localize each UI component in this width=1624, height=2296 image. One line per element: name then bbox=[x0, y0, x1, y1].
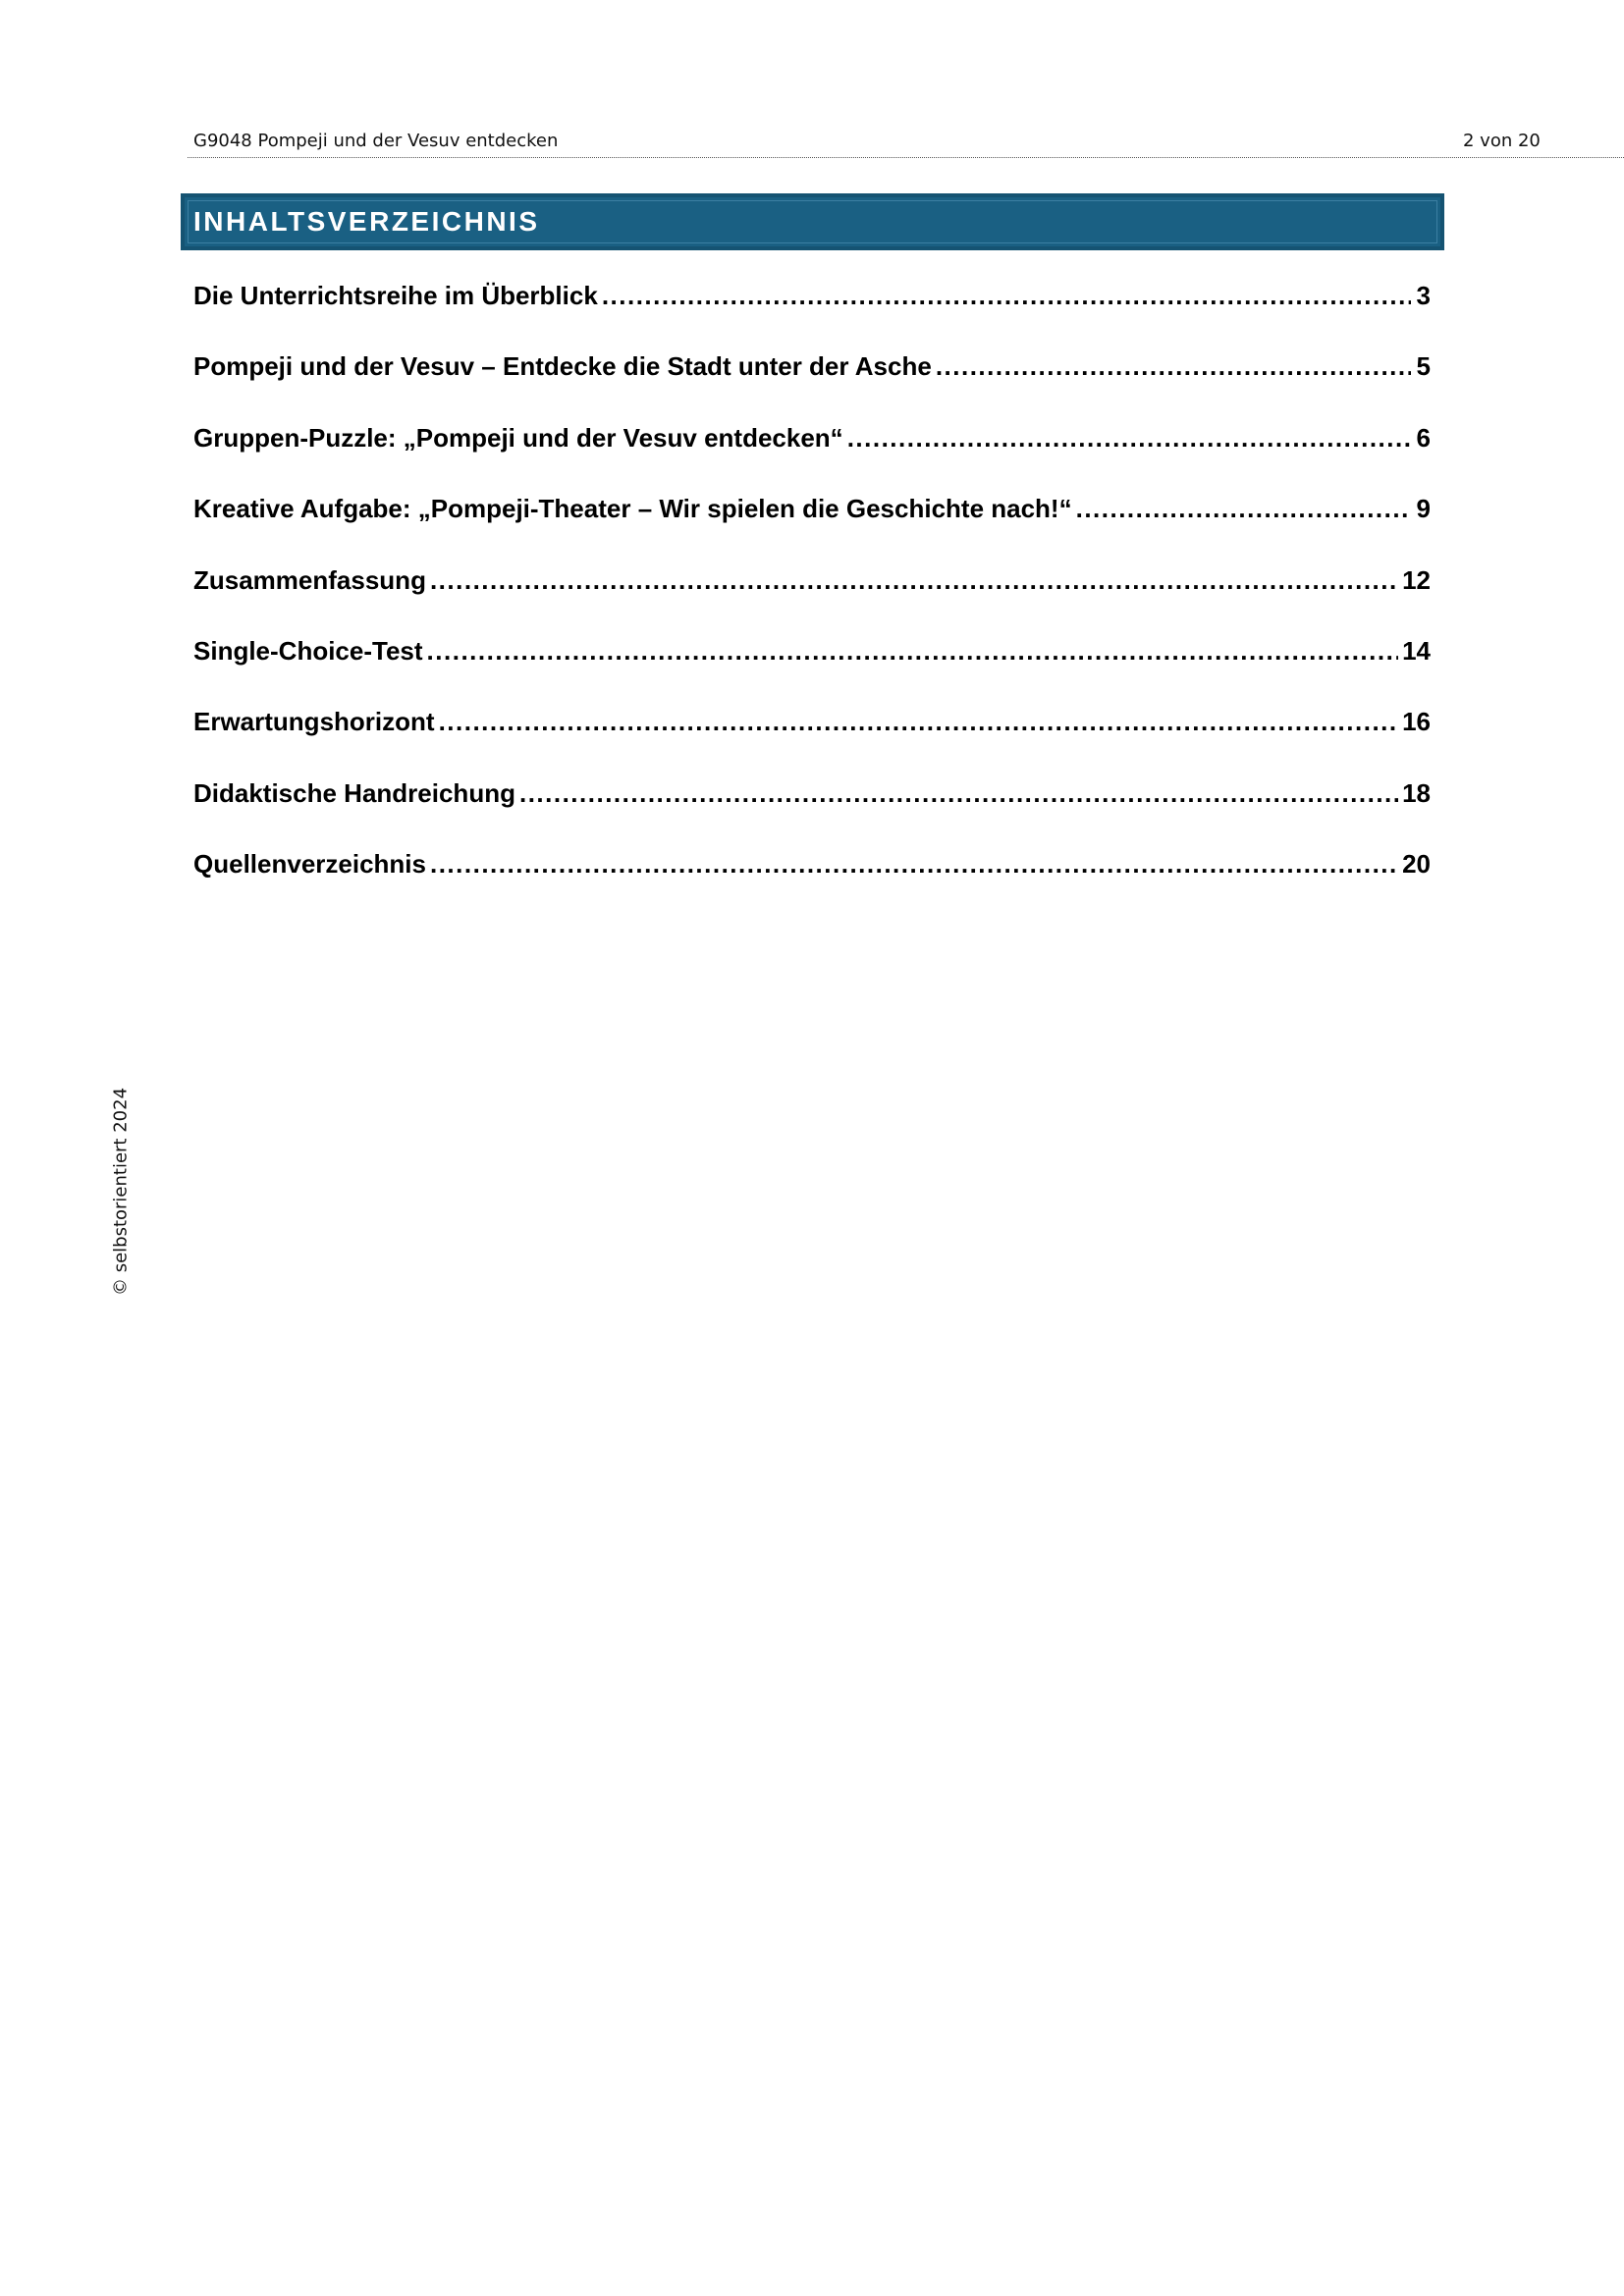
toc-entry-label: Die Unterrichtsreihe im Überblick bbox=[193, 281, 598, 310]
toc-entry-label: Didaktische Handreichung bbox=[193, 777, 515, 808]
toc-entry-quellenverzeichnis[interactable] bbox=[193, 849, 1431, 920]
toc-entry-label: Kreative Aufgabe: „Pompeji-Theater – Wir spielen die Geschichte nach!“ bbox=[193, 494, 1072, 524]
toc-entry-label: Erwartungshorizont bbox=[193, 707, 435, 737]
toc-dot-leader bbox=[519, 778, 1398, 809]
toc-entry-label: Pompeji und der Vesuv – Entdecke die Stadt unter der Asche bbox=[193, 351, 932, 382]
toc-banner bbox=[181, 193, 1444, 250]
toc-dot-leader bbox=[430, 565, 1398, 596]
toc-entry-label: Quellenverzeichnis bbox=[193, 849, 426, 880]
document-title: G9048 Pompeji und der Vesuv entdecken bbox=[193, 131, 559, 151]
toc-entry-unterrichtsreihe[interactable] bbox=[193, 281, 1431, 351]
toc-entry-single-choice-test[interactable] bbox=[193, 636, 1431, 707]
toc-entry-page: 16 bbox=[1402, 707, 1431, 737]
toc-entry-zusammenfassung[interactable] bbox=[193, 565, 1431, 636]
toc-entry-page: 18 bbox=[1402, 777, 1431, 808]
toc-entry-label: Single-Choice-Test bbox=[193, 635, 423, 666]
toc-dot-leader bbox=[1076, 494, 1411, 524]
toc-dot-leader bbox=[936, 351, 1411, 382]
toc-heading: INHALTSVERZEICHNIS bbox=[193, 206, 540, 237]
toc-entry-label: Zusammenfassung bbox=[193, 564, 426, 595]
toc-entry-page: 6 bbox=[1416, 422, 1431, 453]
toc-entry-gruppen-puzzle[interactable] bbox=[193, 423, 1431, 494]
toc-entry-page: 3 bbox=[1416, 281, 1431, 310]
toc-dot-leader bbox=[439, 707, 1399, 737]
toc-entry-page: 12 bbox=[1402, 564, 1431, 595]
copyright-notice: © selbstorientiert 2024 bbox=[110, 1087, 132, 1297]
toc-dot-leader bbox=[602, 281, 1411, 311]
page-indicator: 2 von 20 bbox=[1463, 131, 1541, 151]
toc-dot-leader bbox=[430, 849, 1398, 880]
toc-entry-page: 20 bbox=[1402, 849, 1431, 880]
toc-entry-page: 5 bbox=[1416, 351, 1431, 382]
toc-entry-pompeji-vesuv[interactable] bbox=[193, 351, 1431, 422]
toc-entry-label: Gruppen-Puzzle: „Pompeji und der Vesuv entdecken“ bbox=[193, 422, 843, 453]
toc-entry-page: 14 bbox=[1402, 635, 1431, 666]
toc-entry-erwartungshorizont[interactable] bbox=[193, 707, 1431, 777]
toc-dot-leader bbox=[427, 636, 1399, 667]
toc-entry-kreative-aufgabe[interactable] bbox=[193, 494, 1431, 564]
page-header bbox=[188, 129, 1624, 158]
toc-list bbox=[193, 281, 1431, 921]
toc-entry-didaktische-handreichung[interactable] bbox=[193, 778, 1431, 849]
toc-entry-page: 9 bbox=[1416, 494, 1431, 524]
toc-dot-leader bbox=[847, 423, 1411, 454]
